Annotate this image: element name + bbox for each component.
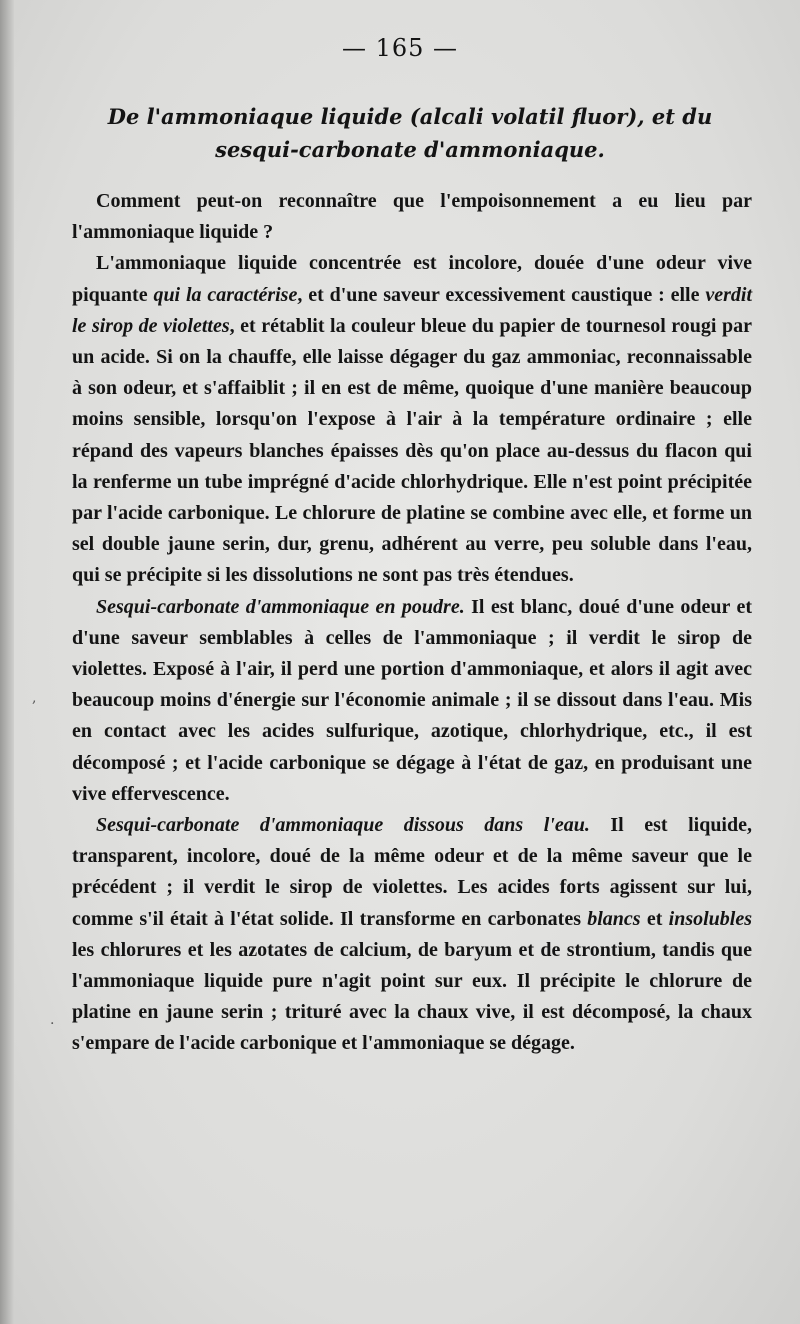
p4-emphasis-insolubles: insolubles: [668, 907, 752, 930]
p2-text-e: , et rétablit la couleur bleue du papier de tournesol rougi par un acide. Si on la chauffe, elle laisse dégager du gaz ammoniac, reconnaissable à son odeur, et s'affaiblit ; il en est de même, quoique d'une manière beaucoup moins sensible, lorsqu'on l'expose à l'air à la température ordinaire ; elle répand des vapeurs blanches épaisses dès qu'on place au-dessus du flacon qui la renferme un tube imprégné d'acide chlorhydrique. Elle n'est point précipitée par l'acide carbonique. Le chlorure de platine se combine avec elle, et forme un sel double jaune serin, dur, grenu, adhérent au verre, peu soluble dans l'eau, qui se précipite si les dissolutions ne sont pas très étendues.: [72, 314, 753, 587]
p2-text-a: L'ammoniaque liquide concentrée est incolore, douée d'une odeur vive piquante: [72, 252, 752, 306]
paragraph-1: Comment peut-on reconnaître que l'empoisonnement a eu lieu par l'ammoniaque liquide ?: [72, 190, 752, 244]
p4-subheading: Sesqui-carbonate d'ammoniaque dissous dans l'eau.: [96, 814, 590, 837]
p2-emphasis-verdit: verdit le sirop de violettes: [72, 283, 752, 337]
p2-emphasis-caracterise: qui la caractérise: [153, 283, 298, 306]
p4-text-b: Il est liquide, transparent, incolore, doué de la même odeur et de la même saveur que le précédent ; il verdit le sirop de violettes. Les acides forts agissent sur lui, comme s'il était à l'état solide. Il transforme en carbonates: [72, 814, 752, 930]
ink-speck: .: [50, 1012, 55, 1028]
p3-subheading: Sesqui-carbonate d'ammoniaque en poudre.: [96, 595, 465, 618]
heading-line-1: De l'ammoniaque liquide (alcali volatil fluor), et du: [107, 104, 713, 129]
page-number: — 165 —: [341, 34, 459, 62]
paragraph-3: [72, 592, 752, 810]
p4-text-d: et: [640, 907, 669, 930]
ink-speck: ,: [32, 690, 37, 706]
p4-emphasis-blancs: blancs: [587, 907, 641, 930]
paragraph-2: [72, 248, 752, 591]
p4-text-f: les chlorures et les azotates de calcium, de baryum et de strontium, tandis que l'ammoniaque liquide pure n'agit point sur eux. Il précipite le chlorure de platine en jaune serin ; trituré avec la chaux vive, il est décomposé, la chaux s'empare de l'acide carbonique et l'ammoniaque se dégage.: [72, 938, 752, 1055]
body-text: [72, 186, 752, 1060]
heading-line-2: sesqui-carbonate d'ammoniaque.: [215, 137, 605, 162]
paragraph-4: [72, 810, 752, 1060]
p2-text-c: , et d'une saveur excessivement caustique : elle: [297, 283, 706, 306]
section-heading: [60, 100, 760, 166]
page-binding-edge: [0, 0, 14, 1324]
p3-text: Il est blanc, doué d'une odeur et d'une saveur semblables à celles de l'ammoniaque ; il verdit le sirop de violettes. Exposé à l'air, il perd une portion d'ammoniaque, et alors il agit avec beaucoup moins d'énergie sur l'économie animale ; il se dissout dans l'eau. Mis en contact avec les acides sulfurique, azotique, chlorhydrique, etc., il est décomposé ; et l'acide carbonique se dégage à l'état de gaz, en produisant une vive effervescence.: [72, 595, 752, 805]
